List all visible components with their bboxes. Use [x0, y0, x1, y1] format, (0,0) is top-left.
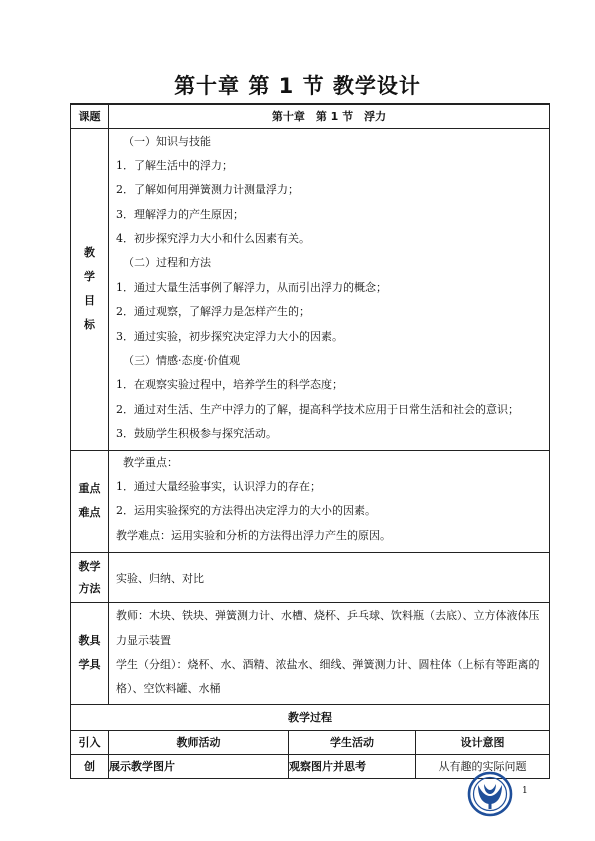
key-point-heading: 教学重点： [123, 455, 178, 469]
process-cell-intent: 从有趣的实际问题 [416, 754, 550, 778]
objectives-label-char: 标 [84, 318, 95, 332]
topic-label: 课题 [71, 104, 109, 128]
key-point-item: 1．通过大量经验事实，认识浮力的存在； [116, 479, 321, 493]
objectives-label-char: 学 [84, 270, 95, 284]
tools-label-line: 学具 [78, 658, 101, 672]
tools-content [109, 603, 550, 705]
process-cell-teacher: 展示教学图片 [109, 754, 289, 778]
objective-item: 2．了解如何用弹簧测力计测量浮力； [116, 183, 299, 197]
objectives-content [109, 128, 550, 450]
process-header-row [71, 730, 550, 754]
key-points-label-line: 难点 [78, 506, 101, 520]
methods-label-line: 方法 [78, 581, 101, 595]
process-col-intent: 设计意图 [416, 730, 550, 754]
objectives-row [71, 128, 550, 450]
page-title: 第十章 第 1 节 教学设计 [174, 74, 421, 98]
methods-label-line: 教学 [78, 559, 101, 573]
key-points-label-line: 重点 [78, 482, 101, 496]
objectives-label-char: 目 [84, 294, 95, 308]
topic-value: 第十章 第 1 节 浮力 [109, 104, 550, 128]
teacher-tools: 教师：木块、铁块、弹簧测力计、水槽、烧杯、乒乓球、饮料瓶（去底）、立方体液体压力显示装置 [116, 609, 540, 647]
difficulty-item: 教学难点：运用实验和分析的方法得出浮力产生的原因。 [116, 528, 391, 542]
school-emblem-icon [467, 771, 513, 817]
page-number: 1 [522, 786, 528, 796]
objective-item: 1．在观察实验过程中，培养学生的科学态度； [116, 378, 343, 392]
key-points-content [109, 450, 550, 553]
topic-row [71, 104, 550, 128]
objective-item: 3．通过实验，初步探究决定浮力大小的因素。 [116, 329, 343, 343]
tools-label-line: 教具 [78, 634, 101, 648]
objective-item: 1．了解生活中的浮力； [116, 158, 233, 172]
process-heading: 教学过程 [71, 704, 550, 730]
objective-item: 1．通过大量生活事例了解浮力，从而引出浮力的概念； [116, 280, 387, 294]
process-col-teacher: 教师活动 [109, 730, 289, 754]
objectives-label [71, 128, 109, 450]
key-points-label [71, 450, 109, 553]
tools-label [71, 603, 109, 705]
process-col-intro: 引入 [71, 730, 109, 754]
objectives-label-char: 教 [84, 246, 95, 260]
lesson-plan-table [70, 103, 550, 779]
objective-heading: （二）过程和方法 [123, 256, 211, 270]
methods-label [71, 553, 109, 603]
objective-heading: （一）知识与技能 [123, 134, 211, 148]
student-tools: 学生（分组）：烧杯、水、酒精、浓盐水、细线、弹簧测力计、圆柱体（上标有等距离的格）、空饮料罐、水桶 [116, 657, 540, 696]
methods-value: 实验、归纳、对比 [109, 553, 550, 603]
process-cell-stage: 创 [71, 754, 109, 778]
key-points-row [71, 450, 550, 553]
objective-item: 3．理解浮力的产生原因； [116, 207, 244, 221]
objective-item: 3．鼓励学生积极参与探究活动。 [116, 427, 277, 441]
tools-row [71, 603, 550, 705]
objective-item: 2．通过对生活、生产中浮力的了解，提高科学技术应用于日常生活和社会的意识； [116, 402, 519, 416]
process-col-student: 学生活动 [289, 730, 416, 754]
methods-row [71, 553, 550, 603]
objective-item: 2．通过观察，了解浮力是怎样产生的； [116, 305, 310, 319]
process-cell-student: 观察图片并思考 [289, 754, 416, 778]
key-point-item: 2．运用实验探究的方法得出决定浮力的大小的因素。 [116, 504, 376, 518]
objective-item: 4．初步探究浮力大小和什么因素有关。 [116, 232, 310, 246]
objective-heading: （三）情感·态度·价值观 [123, 354, 240, 368]
process-heading-row [71, 704, 550, 730]
